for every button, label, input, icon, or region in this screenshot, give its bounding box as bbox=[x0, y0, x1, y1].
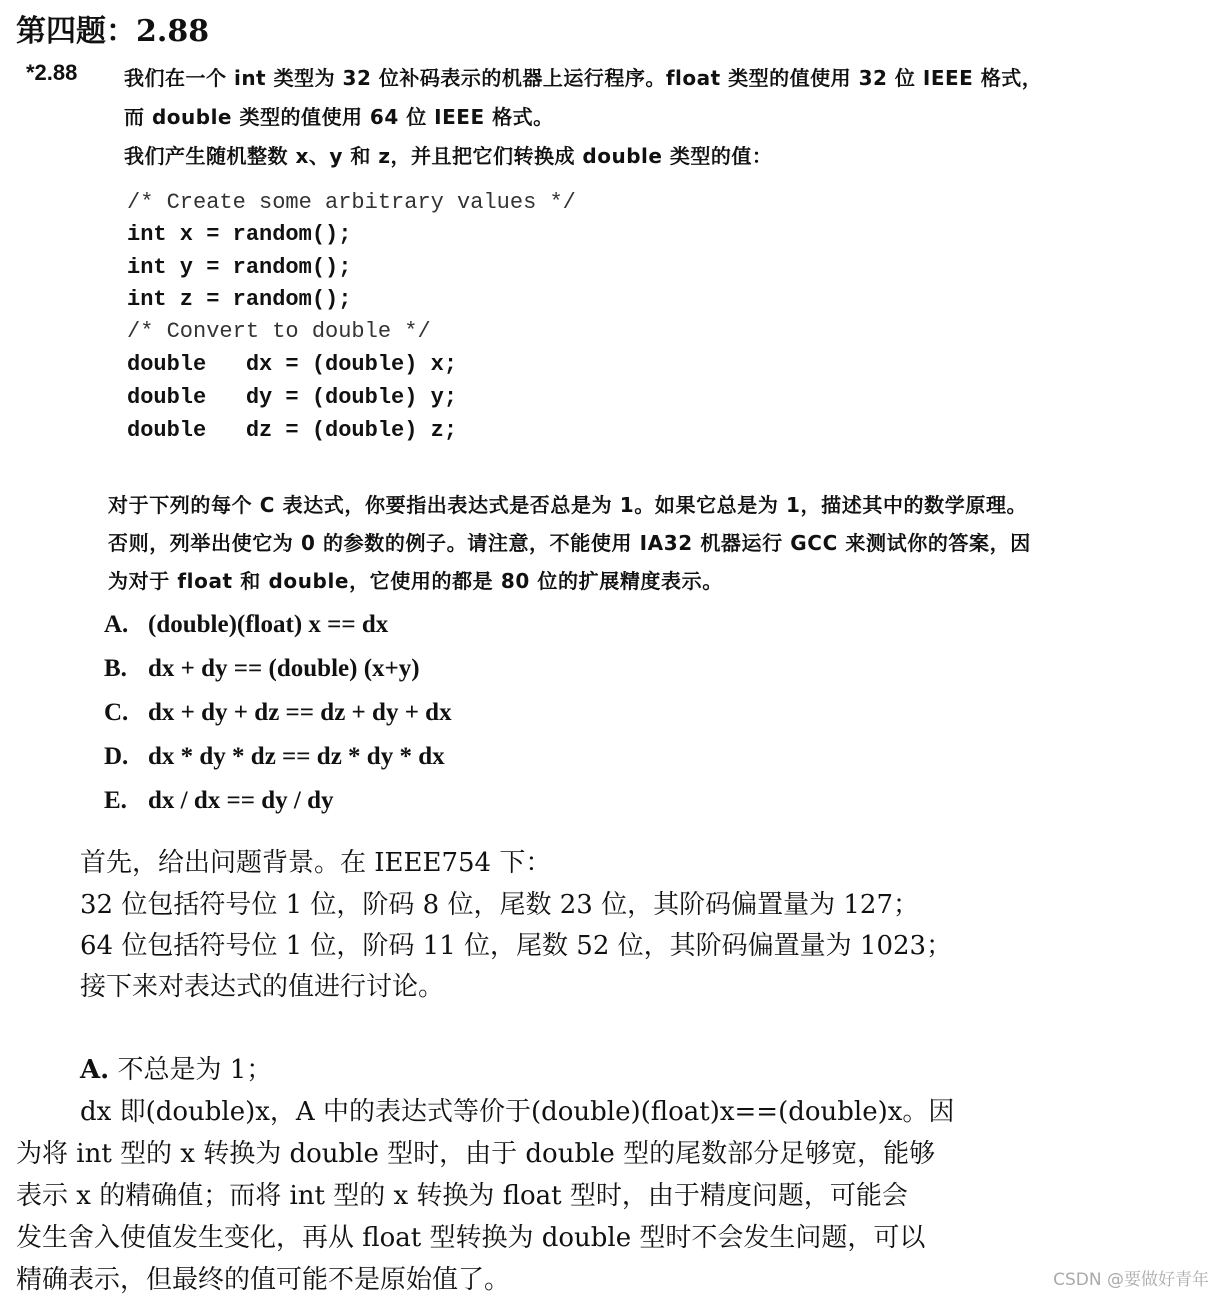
option-b bbox=[104, 655, 420, 683]
option-label: A. bbox=[104, 611, 129, 638]
code-line: int x = random(); bbox=[127, 222, 352, 247]
intro-line: 我们在一个 int 类型为 32 位补码表示的机器上运行程序。float 类型的值使用 32 位 IEEE 格式， bbox=[124, 66, 1043, 90]
answer-line: 32 位包括符号位 1 位，阶码 8 位，尾数 23 位，其阶码偏置量为 127； bbox=[80, 890, 919, 920]
intro-line: 而 double 类型的值使用 64 位 IEEE 格式。 bbox=[124, 105, 554, 129]
option-d bbox=[104, 743, 445, 771]
csdn-watermark: CSDN @要做好青年 bbox=[1053, 1270, 1209, 1290]
option-label: D. bbox=[104, 743, 129, 770]
option-e bbox=[104, 787, 334, 815]
answer-line: dx 即(double)x，A 中的表达式等价于(double)(float)x==(double)x。因 bbox=[80, 1097, 955, 1127]
answer-a-heading bbox=[80, 1049, 272, 1086]
answer-line: 64 位包括符号位 1 位，阶码 11 位，尾数 52 位，其阶码偏置量为 1023； bbox=[80, 931, 953, 961]
problem-number: *2.88 bbox=[26, 60, 78, 85]
code-line: int z = random(); bbox=[127, 287, 352, 312]
option-c bbox=[104, 699, 452, 727]
answer-a-label: A. bbox=[80, 1055, 110, 1085]
option-label: B. bbox=[104, 655, 127, 682]
prompt-line: 对于下列的每个 C 表达式，你要指出表达式是否总是为 1。如果它总是为 1，描述其中的数学原理。 bbox=[108, 493, 1028, 517]
answer-line: 发生舍入使值发生变化，再从 float 型转换为 double 型时不会发生问题，可以 bbox=[16, 1223, 926, 1253]
prompt-line: 为对于 float 和 double，它使用的都是 80 位的扩展精度表示。 bbox=[108, 569, 723, 593]
option-label: E. bbox=[104, 787, 127, 814]
code-line: double dz = (double) z; bbox=[127, 418, 458, 443]
option-expr: dx + dy == (double) (x+y) bbox=[148, 655, 420, 682]
answer-line: 表示 x 的精确值；而将 int 型的 x 转换为 float 型时，由于精度问题，可能会 bbox=[16, 1181, 908, 1211]
code-line: /* Create some arbitrary values */ bbox=[127, 190, 576, 215]
option-expr: dx + dy + dz == dz + dy + dx bbox=[148, 699, 452, 726]
answer-a-result: 不总是为 1； bbox=[109, 1055, 273, 1085]
page-title: 第四题：2.88 bbox=[16, 14, 210, 49]
answer-line: 接下来对表达式的值进行讨论。 bbox=[80, 972, 445, 1002]
option-expr: (double)(float) x == dx bbox=[148, 611, 389, 638]
code-line: /* Convert to double */ bbox=[127, 319, 431, 344]
code-line: double dx = (double) x; bbox=[127, 352, 458, 377]
prompt-line: 否则，列举出使它为 0 的参数的例子。请注意，不能使用 IA32 机器运行 GCC 来测试你的答案，因 bbox=[108, 531, 1031, 555]
answer-line: 为将 int 型的 x 转换为 double 型时，由于 double 型的尾数部分足够宽，能够 bbox=[16, 1139, 936, 1169]
option-expr: dx * dy * dz == dz * dy * dx bbox=[148, 743, 445, 770]
code-line: int y = random(); bbox=[127, 255, 352, 280]
intro-line: 我们产生随机整数 x、y 和 z，并且把它们转换成 double 类型的值： bbox=[124, 144, 773, 168]
code-line: double dy = (double) y; bbox=[127, 385, 458, 410]
option-a bbox=[104, 611, 388, 639]
option-label: C. bbox=[104, 699, 129, 726]
answer-line: 精确表示，但最终的值可能不是原始值了。 bbox=[16, 1265, 511, 1295]
answer-line: 首先，给出问题背景。在 IEEE754 下： bbox=[80, 848, 552, 878]
option-expr: dx / dx == dy / dy bbox=[148, 787, 334, 814]
